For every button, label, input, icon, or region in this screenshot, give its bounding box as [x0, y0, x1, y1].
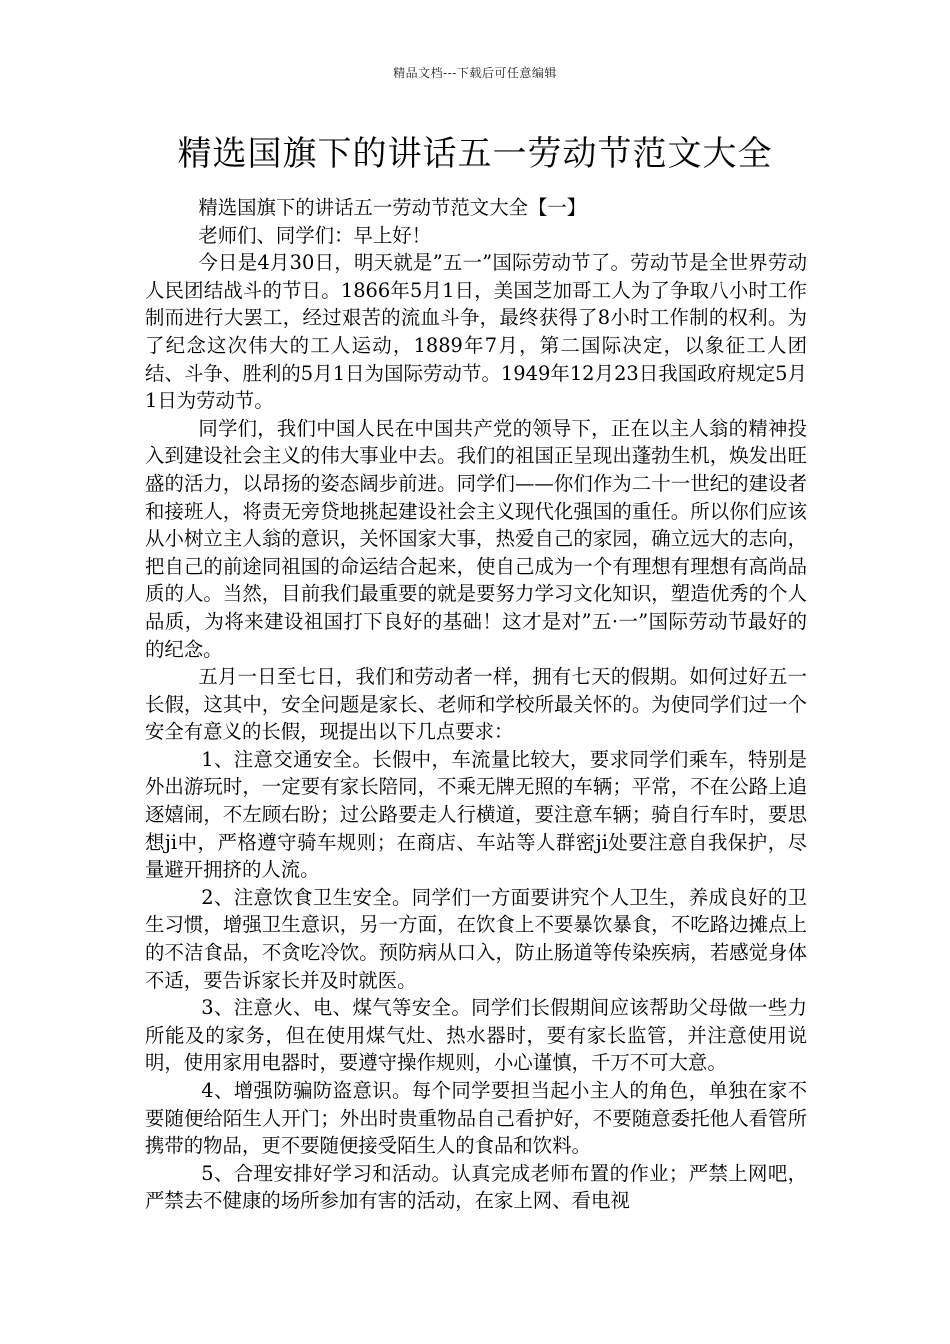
list-item: 5、合理安排好学习和活动。认真完成老师布置的作业；严禁上网吧，严禁去不健康的场所参加有害的活动，在家上网、看电视: [145, 1161, 807, 1213]
list-item: 4、增强防骗防盗意识。每个同学要担当起小主人的角色，单独在家不要随便给陌生人开门；外出时贵重物品自己看护好，不要随意委托他人看管所携带的物品，更不要随便接受陌生人的食品和饮料。: [145, 1079, 807, 1158]
paragraph: 今日是4月30日，明天就是”五一”国际劳动节了。劳动节是全世界劳动人民团结战斗的节日。1866年5月1日，美国芝加哥工人为了争取八小时工作制而进行大罢工，经过艰苦的流血斗争，最终获得了8小时工作制的权利。为了纪念这次伟大的工人运动，1889年7月，第二国际决定，以象征工人团结、斗争、胜利的5月1日为国际劳动节。1949年12月23日我国政府规定5月1日为劳动节。: [145, 251, 807, 413]
document-title: 精选国旗下的讲话五一劳动节范文大全: [177, 134, 773, 174]
document-body: [145, 194, 807, 1215]
paragraph: 同学们，我们中国人民在中国共产党的领导下，正在以主人翁的精神投入到建设社会主义的伟大事业中去。我们的祖国正呈现出蓬勃生机，焕发出旺盛的活力，以昂扬的姿态阔步前进。同学们——你们作为二十一世纪的建设者和接班人，将责无旁贷地挑起建设社会主义现代化强国的重任。所以你们应该从小树立主人翁的意识，关怀国家大事，热爱自己的家园，确立远大的志向，把自己的前途同祖国的命运结合起来，使自己成为一个有理想有理想有高尚品质的人。当然，目前我们最重要的就是要努力学习文化知识，塑造优秀的个人品质，为将来建设祖国打下良好的基础！这才是对”五·一”国际劳动节最好的的纪念。: [145, 416, 807, 661]
section-heading: 精选国旗下的讲话五一劳动节范文大全【一】: [198, 196, 587, 219]
header-note: 精品文档---下载后可任意编辑: [393, 66, 557, 80]
list-item: 2、注意饮食卫生安全。同学们一方面要讲究个人卫生，养成良好的卫生习惯，增强卫生意识，另一方面，在饮食上不要暴饮暴食，不吃路边摊点上的不洁食品，不贪吃冷饮。预防病从口入，防止肠道等传染疾病，若感觉身体不适，要告诉家长并及时就医。: [145, 885, 807, 992]
list-item: 3、注意火、电、煤气等安全。同学们长假期间应该帮助父母做一些力所能及的家务，但在使用煤气灶、热水器时，要有家长监管，并注意使用说明，使用家用电器时，要遵守操作规则，小心谨慎，千万不可大意。: [145, 996, 807, 1075]
list-item: 1、注意交通安全。长假中，车流量比较大，要求同学们乘车，特别是外出游玩时，一定要有家长陪同，不乘无牌无照的车辆；平常，不在公路上追逐嬉闹，不左顾右盼；过公路要走人行横道，要注意车辆；骑自行车时，要思想ji中，严格遵守骑车规则；在商店、车站等人群密ji处要注意自我保护，尽量避开拥挤的人流。: [145, 747, 807, 882]
paragraph: 五月一日至七日，我们和劳动者一样，拥有七天的假期。如何过好五一长假，这其中，安全问题是家长、老师和学校所最关怀的。为使同学们过一个安全有意义的长假，现提出以下几点要求：: [145, 665, 807, 744]
greeting: 老师们、同学们：早上好！: [198, 223, 432, 247]
